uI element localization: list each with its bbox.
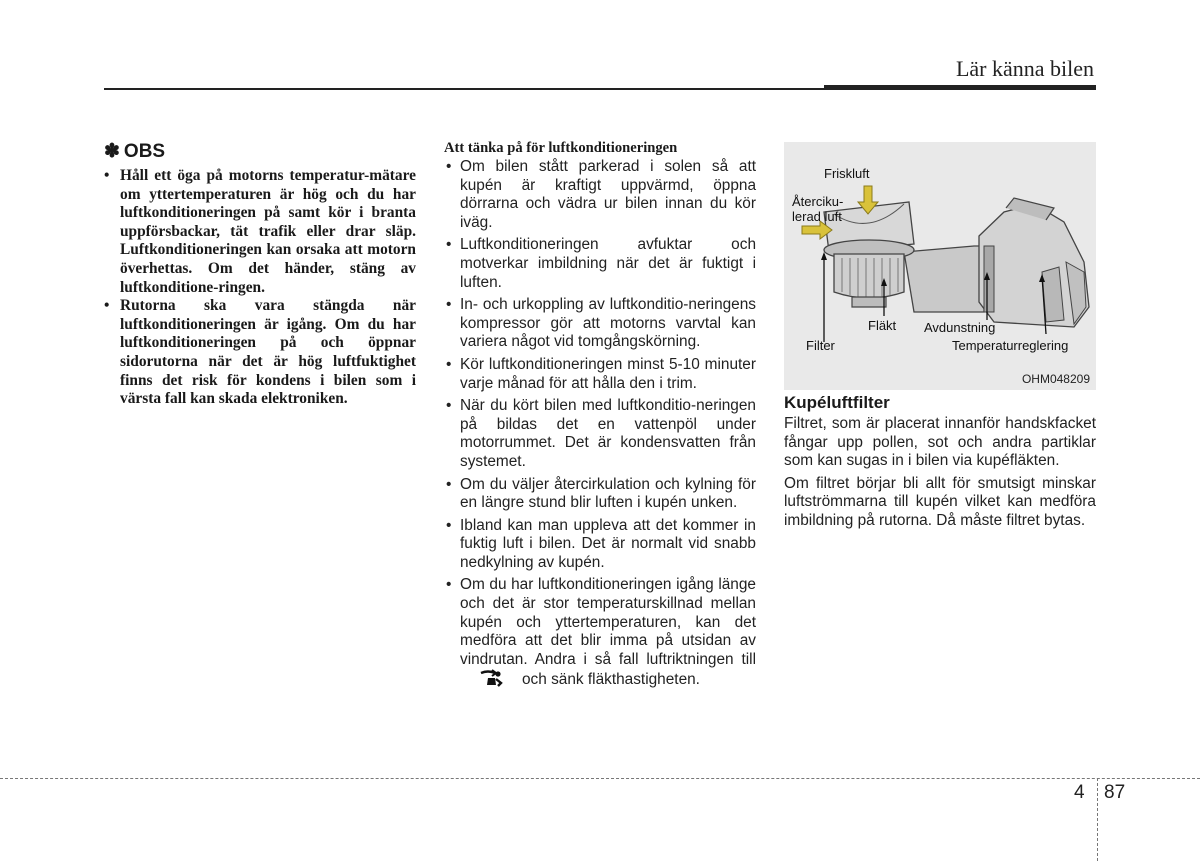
label-recirculated-air-2: lerad luft [792,209,842,224]
ac-tips-section [444,140,756,694]
tip-item: • Om bilen stått parkerad i solen så att kupén är kraftigt uppvärmd, öppna dörrarna och vädra ur bilen innan du kör iväg. [446,158,756,231]
cabin-filter-section [784,393,1096,535]
footer-divider [0,778,1200,779]
tip-item: • Om du väljer återcirkulation och kylning för en längre stund blir luften i kupén unken. [446,475,756,512]
page-number: 87 [1104,782,1126,803]
tip-text: Kör luftkonditioneringen minst 5-10 minuter varje månad för att hålla den i trim. [460,355,756,392]
obs-section [104,140,416,409]
tip-item: • Om du har luftkonditioneringen igång länge och det är stor temperaturskillnad mellan kupén och yttertemperaturen, kan det medföra att det blir imma på utsidan av vindrutan. Andra i så fall luftriktningen tilloch sänk fläkthastigheten. [446,576,756,689]
obs-item: • Rutorna ska vara stängda när luftkonditioneringen är igång. Om du har luftkonditioneringen på och öppnar sidorutorna när det är hög luftfuktighet finns det risk för kondens i bilen som i värsta fall kan skada elektroniken. [104,297,416,408]
obs-item-text: Håll ett öga på motorns temperatur-mätare om yttertemperaturen är hög och du har luftkonditioneringen på samt kör i branta uppförsbackar, tät trafik eller drar släp. Luftkonditioneringen kan orsaka att motorn överhettas. Om det händer, stäng av luftkonditione-ringen. [120,167,416,296]
ac-tips-list [444,158,756,690]
windshield-defrost-airflow-icon [478,669,504,687]
cabin-filter-paragraph: Om filtret börjar bli allt för smutsigt minskar luftströmmarna till kupén vilket kan medföra imbildning på rutorna. Då måste filtret bytas. [784,474,1096,529]
tip-text: Om bilen stått parkerad i solen så att kupén är kraftigt uppvärmd, öppna dörrarna och vädra ur bilen innan du kör iväg. [460,158,756,231]
label-recirculated-air-1: Återciku- [792,194,844,209]
label-fan: Fläkt [868,318,897,333]
tip-item: • Luftkonditioneringen avfuktar och motverkar imbildning när det är fuktigt i luften. [446,236,756,291]
footer-vertical-divider [1097,778,1098,861]
tip-item: • Kör luftkonditioneringen minst 5-10 minuter varje månad för att hålla den i trim. [446,355,756,392]
cabin-filter-heading: Kupéluftfilter [784,393,890,412]
tip-text: Om du har luftkonditioneringen igång länge och det är stor temperaturskillnad mellan kupén och yttertemperaturen, kan det medföra att det blir imma på utsidan av vindrutan. Andra i så fall luftriktningen till [460,576,756,668]
ac-tips-heading: Att tänka på för luftkonditioneringen [444,140,678,156]
tip-text: När du kört bilen med luftkonditio-neringen på bildas det en vattenpöl under motorrummet. Det är kondensvatten från systemet. [460,397,756,470]
obs-item: • Håll ett öga på motorns temperatur-mätare om yttertemperaturen är hög och du har luftkonditioneringen på samt kör i branta uppförsbackar, tät trafik eller drar släp. Luftkonditioneringen kan orsaka att motorn överhettas. Om det händer, stäng av luftkonditione-ringen. [104,167,416,296]
tip-item: • Ibland kan man uppleva att det kommer in fuktig luft i bilen. Det är normalt vid snabb nedkylning av kupén. [446,516,756,571]
obs-heading-text: OBS [123,140,166,162]
label-evaporator: Avdunstning [924,320,996,335]
cabin-filter-paragraph: Filtret, som är placerat innanför handskfacket fångar upp pollen, sot och andra partiklar som kan sugas in i bilen via kupéfläkten. [784,415,1096,470]
label-temperature-control: Temperaturreglering [952,338,1069,353]
asterisk-icon: ✽ [104,141,120,162]
obs-item-text: Rutorna ska vara stängda när luftkonditioneringen är igång. Om du har luftkonditioneringen på och öppnar sidorutorna när det är hög luftfuktighet finns det risk för kondens i bilen som i värsta fall kan skada elektroniken. [120,297,416,408]
hvac-airflow-diagram [784,142,1096,390]
tip-item: • In- och urkoppling av luftkonditio-neringens kompressor gör att motorns varvtal kan variera något vid tomgångskörning. [446,296,756,351]
tip-text: Om du väljer återcirkulation och kylning för en längre stund blir luften i kupén unken. [460,475,756,512]
label-filter: Filter [806,338,835,353]
obs-heading [104,140,416,163]
chapter-number: 4 [1074,782,1085,803]
tip-text-end: och sänk fläkthastigheten. [522,671,700,689]
tip-text: Ibland kan man uppleva att det kommer in fuktig luft i bilen. Det är normalt vid snabb nedkylning av kupén. [460,516,756,571]
running-header-title: Lär känna bilen [955,56,1094,81]
tip-text: In- och urkoppling av luftkonditio-neringens kompressor gör att motorns varvtal kan variera något vid tomgångskörning. [460,296,756,351]
label-fresh-air: Friskluft [824,166,870,181]
tip-item: • När du kört bilen med luftkonditio-neringen på bildas det en vattenpöl under motorrummet. Det är kondensvatten från systemet. [446,397,756,470]
figure-code: OHM048209 [1021,372,1090,386]
obs-list [104,167,416,409]
tip-text: Luftkonditioneringen avfuktar och motverkar imbildning när det är fuktigt i luften. [460,236,756,291]
header-rule-accent [824,85,1096,90]
